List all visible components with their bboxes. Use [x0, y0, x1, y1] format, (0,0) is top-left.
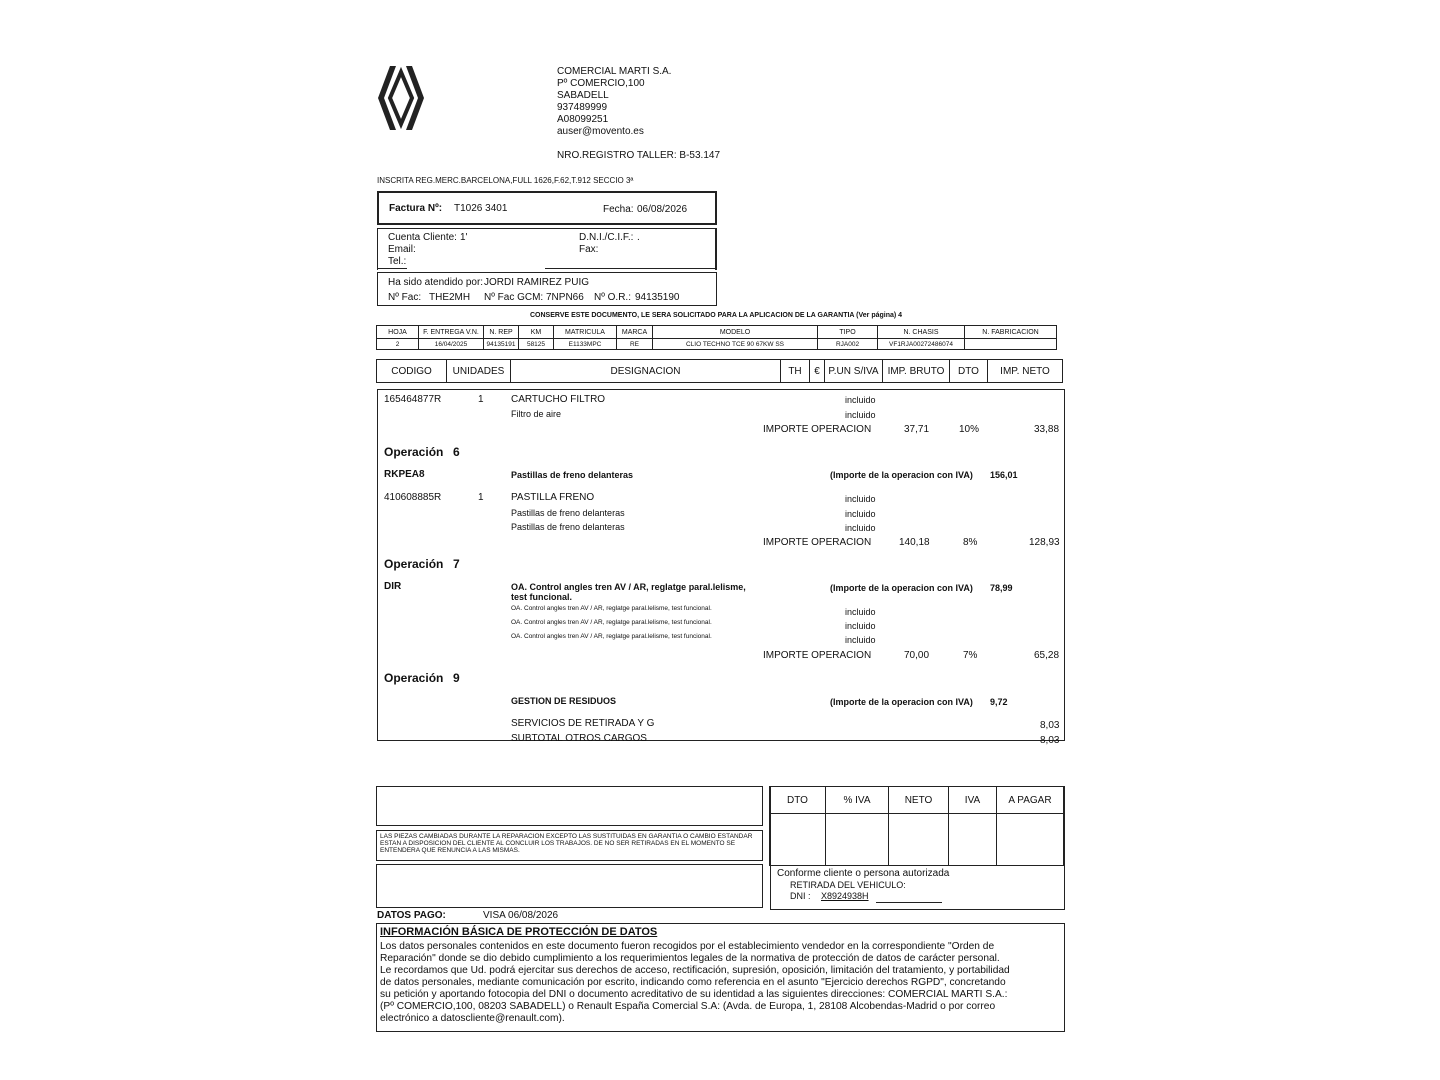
conforme-signature-line	[876, 902, 942, 903]
company-email: auser@movento.es	[557, 126, 644, 137]
imp1-bruto: 37,71	[904, 424, 930, 435]
op7-sub-1: OA. Control angles tren AV / AR, reglatge paral.lelisme, test funcional.	[511, 605, 712, 612]
line1-desc: CARTUCHO FILTRO	[511, 394, 606, 405]
vehicle-header-hoja: HOJA	[376, 325, 419, 339]
imp3-neto: 65,28	[1034, 650, 1060, 661]
op6-code: RKPEA8	[384, 469, 425, 480]
line1-units: 1	[478, 394, 484, 405]
vehicle-value-row	[377, 338, 1057, 350]
col-neto: IMP. NETO	[987, 359, 1063, 383]
vehicle-header-chasis: N. CHASIS	[877, 325, 965, 339]
privacy-line-3: Le recordamos que Ud. podrá ejercitar sus derechos de acceso, rectificación, supresión, oposición, limitación del tratamiento, y portabilidad	[380, 965, 1010, 976]
warranty-notice: CONSERVE ESTE DOCUMENTO, LE SERA SOLICITADO PARA LA APLICACION DE LA GARANTIA (Ver página) 4	[530, 312, 903, 319]
vehicle-km: 58125	[518, 338, 554, 350]
client-underline-left	[377, 268, 407, 269]
op6-iva-label: (Importe de la operacion con IVA)	[830, 470, 973, 480]
vehicle-matricula: E1133MPC	[553, 338, 617, 350]
invoice-number: T1026 3401	[454, 203, 508, 214]
client-account: 1'	[460, 232, 468, 243]
imp2-neto: 128,93	[1029, 537, 1060, 548]
op6-title: Operación	[384, 445, 444, 459]
notes-box	[376, 786, 763, 826]
client-underline-right	[545, 268, 717, 269]
invoice-box	[377, 191, 717, 225]
vehicle-fabricacion	[964, 338, 1057, 350]
conforme-dni: X8924938H	[821, 891, 869, 901]
client-dni-label: D.N.I./C.I.F.:	[579, 232, 634, 243]
line2-included-1: incluido	[845, 494, 876, 504]
client-tel-label: Tel.:	[388, 256, 407, 267]
imp2-label: IMPORTE OPERACION	[763, 537, 872, 548]
totals-table	[770, 786, 1064, 866]
or-value: 94135190	[635, 292, 680, 303]
op6-desc: Pastillas de freno delanteras	[511, 470, 634, 480]
col-designacion: DESIGNACION	[510, 359, 781, 383]
op7-included-2: incluido	[845, 621, 876, 631]
op9-subtotal-clip	[510, 733, 655, 744]
op7-desc-2: test funcional.	[511, 592, 573, 602]
privacy-line-1: Los datos personales contenidos en este documento fueron recogidos por el establecimiento vendedor en la correspondiente "Orden de	[380, 941, 995, 952]
company-name: COMERCIAL MARTI S.A.	[557, 66, 672, 77]
col-unidades: UNIDADES	[446, 359, 511, 383]
line2-sub-2: Pastillas de freno delanteras	[511, 522, 625, 532]
imp3-dto: 7%	[963, 650, 978, 661]
totals-header-dto: DTO	[769, 786, 826, 814]
vehicle-hoja: 2	[376, 338, 419, 350]
vehicle-header-row	[377, 325, 1057, 339]
totals-iva-pct-value	[825, 813, 889, 866]
vehicle-marca: RE	[616, 338, 653, 350]
totals-dto-value	[769, 813, 826, 866]
vehicle-header-entrega: F. ENTREGA V.N.	[418, 325, 484, 339]
vehicle-header-fabricacion: N. FABRICACION	[964, 325, 1057, 339]
op7-code: DIR	[384, 581, 402, 592]
company-address: Pº COMERCIO,100	[557, 78, 645, 89]
privacy-line-6: (Pº COMERCIO,100, 08203 SABADELL) o Renault España Comercial S.A: (Avda. de Europa, 1, 28108 Alcobendas-Madrid o por correo	[380, 1001, 996, 1012]
payment-value: VISA 06/08/2026	[483, 910, 559, 921]
op9-service-value: 8,03	[1040, 720, 1060, 731]
conforme-dni-label: DNI :	[790, 891, 811, 901]
totals-header-pagar: A PAGAR	[996, 786, 1064, 814]
col-currency: €	[809, 359, 825, 383]
vehicle-header-nrep: N. REP	[483, 325, 519, 339]
client-box	[377, 228, 717, 270]
workshop-registration: NRO.REGISTRO TALLER: B-53.147	[557, 150, 721, 161]
op6-iva: 156,01	[990, 470, 1018, 480]
invoice-label: Factura Nº:	[389, 203, 443, 214]
items-header-row	[377, 359, 1063, 383]
op9-number: 9	[453, 671, 460, 685]
imp2-bruto: 140,18	[899, 537, 930, 548]
col-pun: P.UN S/IVA	[824, 359, 883, 383]
line2-included-3: incluido	[845, 523, 876, 533]
op7-included-1: incluido	[845, 607, 876, 617]
attended-label: Ha sido atendido por:	[388, 277, 484, 288]
imp1-label: IMPORTE OPERACION	[763, 424, 872, 435]
privacy-line-4: de datos personales, mediante comunicación por escrito, indicando como referencia en el asunto "Ejercicio derechos RGPD", concretando	[380, 977, 1006, 988]
privacy-line-2: Reparación" donde se dio debido cumplimiento a los requerimientos legales de la normativa de protección de datos de carácter personal.	[380, 953, 1000, 964]
op9-title: Operación	[384, 671, 444, 685]
attended-name: JORDI RAMIREZ PUIG	[484, 277, 590, 288]
col-dto: DTO	[949, 359, 988, 383]
nfac-value: THE2MH	[429, 292, 471, 303]
vehicle-chasis: VF1RJA00272486074	[877, 338, 965, 350]
vehicle-entrega: 16/04/2025	[418, 338, 484, 350]
op9-subtotal-value-clip	[1038, 735, 1062, 746]
invoice-date-label: Fecha:	[603, 204, 634, 215]
line1-included-2: incluido	[845, 410, 876, 420]
vehicle-header-modelo: MODELO	[652, 325, 818, 339]
op9-subtotal: SUBTOTAL OTROS CARGOS	[511, 733, 647, 744]
invoice-date: 06/08/2026	[637, 204, 688, 215]
vehicle-tipo: RJA002	[817, 338, 878, 350]
op9-subtotal-value: 8,03	[1040, 735, 1060, 746]
payment-label: DATOS PAGO:	[377, 910, 446, 921]
imp2-dto: 8%	[963, 537, 978, 548]
op7-iva-label: (Importe de la operacion con IVA)	[830, 583, 973, 593]
col-th: TH	[780, 359, 810, 383]
op9-iva-label: (Importe de la operacion con IVA)	[830, 697, 973, 707]
op6-number: 6	[453, 445, 460, 459]
imp1-neto: 33,88	[1034, 424, 1060, 435]
totals-header-iva-pct: % IVA	[825, 786, 889, 814]
company-city: SABADELL	[557, 90, 609, 101]
op7-desc-1: OA. Control angles tren AV / AR, reglatge paral.lelisme,	[511, 582, 746, 592]
op7-title: Operación	[384, 557, 444, 571]
col-codigo: CODIGO	[376, 359, 447, 383]
or-label: Nº O.R.:	[594, 292, 631, 303]
client-email-label: Email:	[388, 244, 416, 255]
imp1-dto: 10%	[959, 424, 980, 435]
op7-sub-3: OA. Control angles tren AV / AR, reglatge paral.lelisme, test funcional.	[511, 633, 712, 640]
line2-code: 410608885R	[384, 492, 442, 503]
client-dni: .	[637, 232, 640, 243]
privacy-title: INFORMACIÓN BÁSICA DE PROTECCIÓN DE DATOS	[380, 926, 658, 938]
imp3-label: IMPORTE OPERACION	[763, 650, 872, 661]
totals-iva-value	[948, 813, 997, 866]
line1-included-1: incluido	[845, 395, 876, 405]
line2-sub-1: Pastillas de freno delanteras	[511, 508, 625, 518]
totals-neto-value	[888, 813, 949, 866]
imp3-bruto: 70,00	[904, 650, 930, 661]
op7-included-3: incluido	[845, 635, 876, 645]
line2-included-2: incluido	[845, 509, 876, 519]
vehicle-modelo: CLIO TECHNO TCE 90 67KW SS	[652, 338, 818, 350]
privacy-line-5: su petición y aportando fotocopia del DNI o documento acreditativo de su identidad a las siguientes direcciones: COMERCIAL MARTI S.A.:	[380, 989, 1008, 1000]
vehicle-header-tipo: TIPO	[817, 325, 878, 339]
client-fax-label: Fax:	[579, 244, 599, 255]
line1-code: 165464877R	[384, 394, 442, 405]
op9-iva: 9,72	[990, 697, 1008, 707]
renault-logo	[376, 64, 426, 132]
line1-sub: Filtro de aire	[511, 409, 562, 419]
items-box	[377, 389, 1065, 741]
parts-notice: LAS PIEZAS CAMBIADAS DURANTE LA REPARACION EXCEPTO LAS SUSTITUIDAS EN GARANTIA O CAMBIO ESTANDAR ESTAN A DISPOSICION DEL CLIENTE AL CONCLUIR LOS TRABAJOS. DE NO SER RETIRADAS EN EL MOMENTO SE ENTENDERA QUE RENUNCIA A LAS MISMAS.	[376, 830, 763, 861]
totals-pagar-value	[996, 813, 1064, 866]
vehicle-header-km: KM	[518, 325, 554, 339]
client-account-label: Cuenta Cliente:	[388, 232, 457, 243]
company-cif: A08099251	[557, 114, 609, 125]
company-inscription: INSCRITA REG.MERC.BARCELONA,FULL 1626,F.62,T.912 SECCIO 3ª	[377, 176, 634, 185]
gcm-value: 7NPN66	[546, 292, 584, 303]
privacy-box	[376, 923, 1065, 1032]
op9-service: SERVICIOS DE RETIRADA Y G	[511, 718, 655, 729]
op7-sub-2: OA. Control angles tren AV / AR, reglatge paral.lelisme, test funcional.	[511, 619, 712, 626]
company-phone: 937489999	[557, 102, 608, 113]
col-bruto: IMP. BRUTO	[882, 359, 950, 383]
conforme-line2: RETIRADA DEL VEHICULO:	[790, 880, 906, 890]
signature-box-left	[376, 864, 763, 908]
service-box	[377, 272, 717, 306]
gcm-label: Nº Fac GCM:	[484, 292, 544, 303]
privacy-line-7: electrónico a datoscliente@renault.com).	[380, 1013, 565, 1024]
totals-header-neto: NETO	[888, 786, 949, 814]
vehicle-nrep: 94135191	[483, 338, 519, 350]
conforme-line1: Conforme cliente o persona autorizada	[777, 868, 950, 879]
op7-number: 7	[453, 557, 460, 571]
line2-units: 1	[478, 492, 484, 503]
vehicle-header-marca: MARCA	[616, 325, 653, 339]
op9-desc: GESTION DE RESIDUOS	[511, 696, 617, 706]
line2-desc: PASTILLA FRENO	[511, 492, 595, 503]
totals-header-iva: IVA	[948, 786, 997, 814]
nfac-label: Nº Fac:	[388, 292, 422, 303]
op7-iva: 78,99	[990, 583, 1013, 593]
vehicle-header-matricula: MATRICULA	[553, 325, 617, 339]
